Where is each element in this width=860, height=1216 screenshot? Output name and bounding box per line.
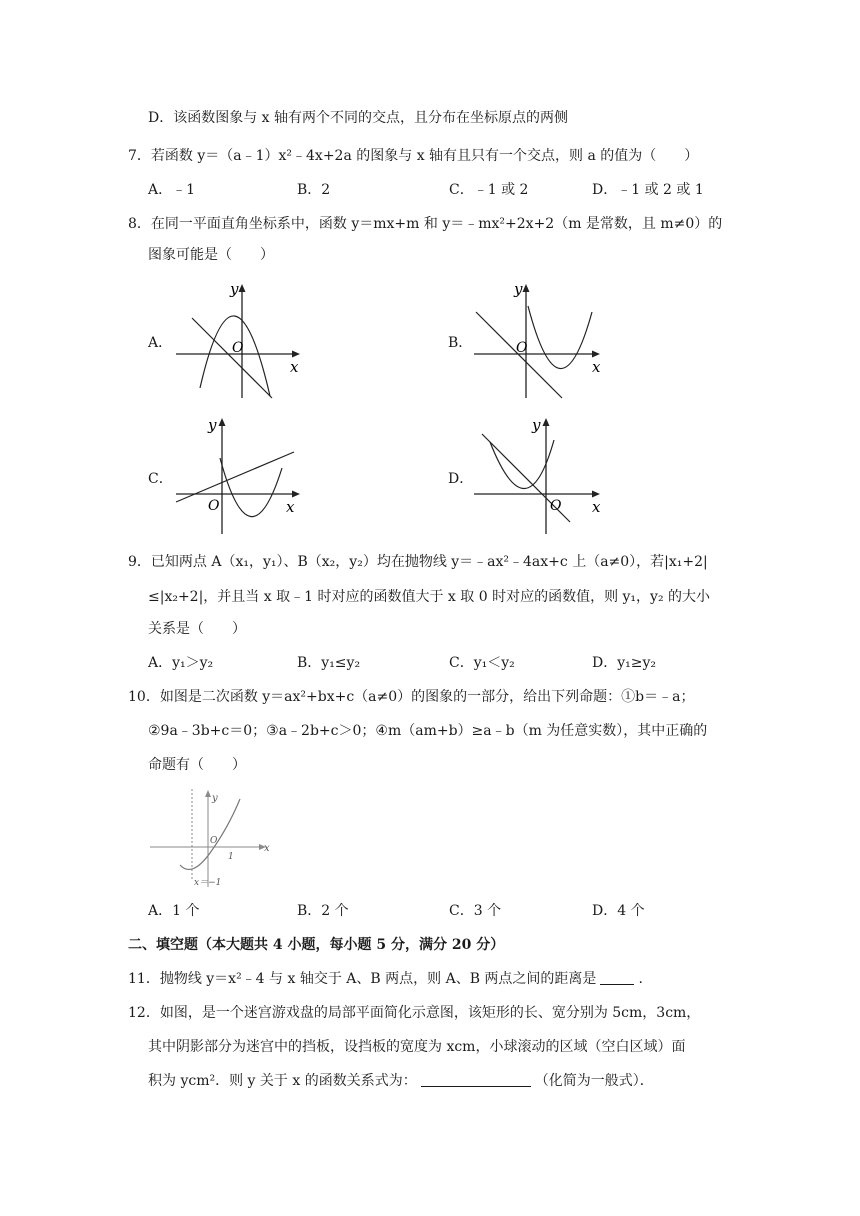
q7-option-a: A．﹣1 (148, 182, 196, 198)
q8a-origin-label: O (232, 340, 244, 356)
q8c-x-label: x (286, 498, 295, 516)
q10-option-c: C．3 个 (449, 903, 502, 919)
q8b-y-label: y (514, 280, 523, 298)
q8b-origin-label: O (516, 340, 528, 356)
q12-stem-line2: 其中阴影部分为迷宫中的挡板，设挡板的宽度为 xcm，小球滚动的区域（空白区域）面 (148, 1039, 686, 1055)
q9-stem-line3: 关系是（ ） (148, 621, 246, 637)
q10-one-label: 1 (228, 852, 234, 862)
q7-option-c: C．﹣1 或 2 (449, 182, 529, 198)
q10-stem-line1: 10．如图是二次函数 y＝ax²+bx+c（a≠0）的图象的一部分，给出下列命题：①b＝﹣a； (128, 689, 695, 705)
q8a-x-label: x (290, 358, 299, 376)
q9-option-b: B．y₁≤y₂ (297, 655, 361, 671)
q10-y-label: y (212, 793, 218, 804)
q8-graph-b (470, 278, 608, 402)
q8d-x-label: x (592, 498, 601, 516)
q12-stem-line1: 12．如图，是一个迷宫游戏盘的局部平面简化示意图，该矩形的长、宽分别为 5cm，3cm， (128, 1005, 701, 1021)
q8-label-a: A． (148, 335, 173, 351)
q12-stem-line3-end: （化简为一般式）． (534, 1073, 654, 1089)
q11-answer-blank[interactable] (600, 970, 634, 985)
q7-option-d: D．﹣1 或 2 或 1 (592, 182, 704, 198)
q8c-y-label: y (208, 416, 217, 434)
q8b-x-label: x (592, 358, 601, 376)
q10-graph (148, 785, 272, 889)
q11-stem-end: . (638, 971, 643, 987)
q11-stem (128, 969, 643, 989)
q8d-origin-label: O (550, 498, 562, 514)
q9-stem-line2: ≤|x₂+2|，并且当 x 取﹣1 时对应的函数值大于 x 取 0 时对应的函数值，则 y₁，y₂ 的大小 (148, 589, 711, 605)
q10-stem-line2: ②9a﹣3b+c＝0；③a﹣2b+c＞0；④m（am+b）≥a﹣b（m 为任意实数），其中正确的 (148, 723, 708, 739)
q8-graph-a (172, 278, 308, 402)
q7-stem: 7．若函数 y＝（a﹣1）x²﹣4x+2a 的图象与 x 轴有且只有一个交点，则 a 的值为（ ） (128, 148, 699, 164)
q9-option-a: A．y₁＞y₂ (148, 655, 214, 671)
q12-stem-line3 (148, 1071, 654, 1091)
q8-label-b: B． (448, 335, 473, 351)
q7-option-b: B．2 (297, 182, 331, 198)
q9-option-d: D．y₁≥y₂ (592, 655, 656, 671)
q12-stem-line3-text: 积为 ycm²．则 y 关于 x 的函数关系式为： (148, 1073, 417, 1089)
q10-option-b: B．2 个 (297, 903, 349, 919)
q9-stem-line1: 9．已知两点 A（x₁，y₁）、B（x₂，y₂）均在抛物线 y＝﹣ax²﹣4ax+c 上（a≠0），若|x₁+2| (128, 554, 708, 570)
q10-origin-label: O (210, 836, 218, 846)
q8-stem-line1: 8．在同一平面直角坐标系中，函数 y＝mx+m 和 y＝﹣mx²+2x+2（m 是常数，且 m≠0）的 (128, 216, 723, 232)
section2-heading: 二、填空题（本大题共 4 小题，每小题 5 分，满分 20 分） (128, 937, 505, 953)
q8d-y-label: y (532, 416, 541, 434)
q10-stem-line3: 命题有（ ） (148, 757, 246, 773)
q10-x-label: x (264, 843, 270, 854)
q8-label-d: D． (448, 471, 474, 487)
q10-option-a: A．1 个 (148, 903, 200, 919)
q11-stem-text: 11．抛物线 y＝x²﹣4 与 x 轴交于 A、B 两点，则 A、B 两点之间的距离是 (128, 971, 597, 987)
q9-option-c: C．y₁＜y₂ (449, 655, 515, 671)
q8-graph-c (172, 412, 308, 536)
q10-axis-line-label: x＝−1 (194, 878, 222, 888)
q8-graph-d (470, 412, 608, 536)
q8a-y-label: y (230, 280, 239, 298)
q12-answer-blank[interactable] (421, 1072, 531, 1087)
q10-option-d: D．4 个 (592, 903, 645, 919)
q8-label-c: C． (148, 471, 173, 487)
q8c-origin-label: O (208, 498, 220, 514)
q8-stem-line2: 图象可能是（ ） (148, 247, 274, 263)
q6-option-d: D．该函数图象与 x 轴有两个不同的交点，且分布在坐标原点的两侧 (148, 110, 569, 126)
